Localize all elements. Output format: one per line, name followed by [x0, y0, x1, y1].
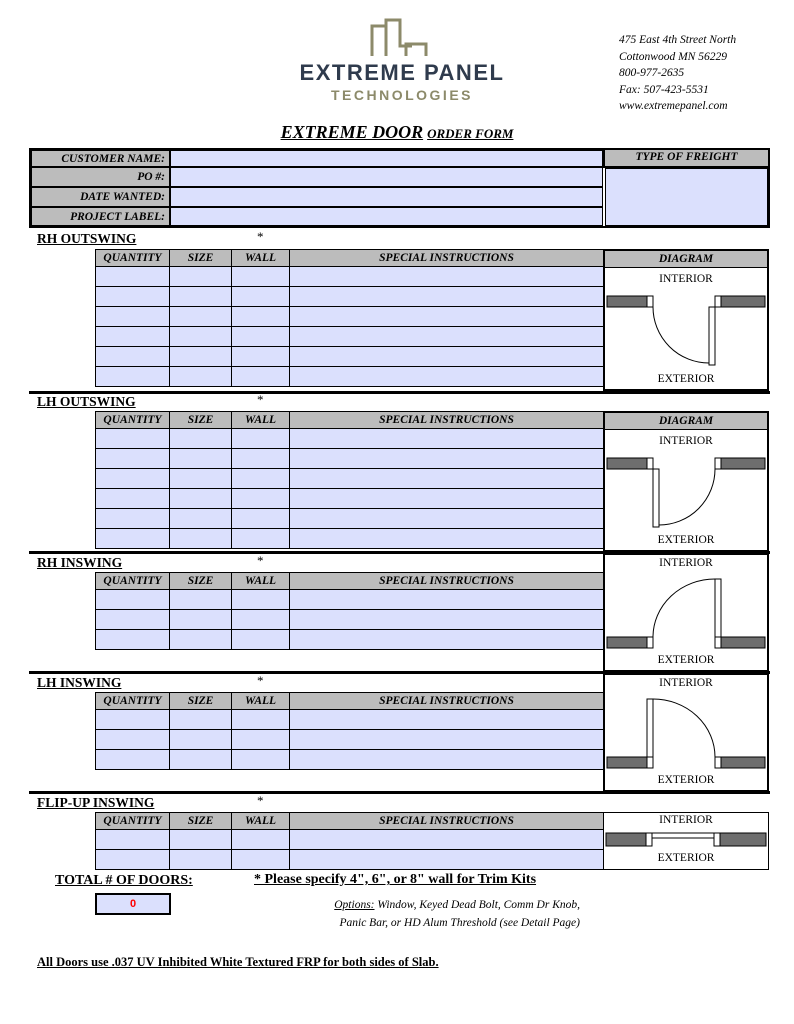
- table-row: [96, 630, 604, 650]
- interior-label: INTERIOR: [659, 814, 713, 826]
- po-number-label: PO #:: [31, 167, 170, 187]
- size-cell[interactable]: [170, 307, 232, 327]
- company-logo-icon: [370, 18, 428, 58]
- table-row: [96, 347, 604, 367]
- quantity-cell[interactable]: [96, 850, 170, 870]
- rh-outswing-table: [95, 249, 604, 387]
- size-cell[interactable]: [170, 710, 232, 730]
- size-cell[interactable]: [170, 509, 232, 529]
- column-header-quantity: QUANTITY: [96, 412, 170, 429]
- instructions-cell[interactable]: [290, 610, 604, 630]
- table-row: [96, 750, 604, 770]
- wall-cell[interactable]: [232, 710, 290, 730]
- wall-cell[interactable]: [232, 287, 290, 307]
- form-title-main: EXTREME DOOR: [280, 122, 424, 142]
- wall-cell[interactable]: [232, 449, 290, 469]
- address-fax: Fax: 507-423-5531: [619, 83, 709, 96]
- section-title-rh-outswing: RH OUTSWING: [37, 231, 137, 246]
- interior-label: INTERIOR: [659, 677, 713, 689]
- rh-outswing-diagram: [603, 249, 769, 391]
- table-row: [96, 307, 604, 327]
- door-swing-icon: [605, 291, 767, 371]
- company-address: [619, 32, 736, 115]
- door-swing-icon: [605, 453, 767, 533]
- customer-name-label: CUSTOMER NAME:: [31, 150, 170, 167]
- rh-inswing-table: [95, 572, 604, 650]
- table-row: [96, 509, 604, 529]
- instructions-cell[interactable]: [290, 630, 604, 650]
- size-cell[interactable]: [170, 850, 232, 870]
- column-header-size: SIZE: [170, 250, 232, 267]
- size-cell[interactable]: [170, 449, 232, 469]
- wall-asterisk: *: [257, 392, 264, 407]
- table-row: [96, 469, 604, 489]
- instructions-cell[interactable]: [290, 850, 604, 870]
- frp-footnote: All Doors use .037 UV Inhibited White Textured FRP for both sides of Slab.: [37, 955, 439, 969]
- quantity-cell[interactable]: [96, 267, 170, 287]
- table-row: [96, 850, 604, 870]
- address-street: 475 East 4th Street North: [619, 34, 737, 46]
- table-row: [96, 710, 604, 730]
- quantity-cell[interactable]: [96, 287, 170, 307]
- quantity-cell[interactable]: [96, 610, 170, 630]
- table-row: [96, 327, 604, 347]
- brand-name: EXTREME PANEL: [299, 60, 505, 85]
- instructions-cell[interactable]: [290, 429, 604, 449]
- instructions-cell[interactable]: [290, 830, 604, 850]
- quantity-cell[interactable]: [96, 489, 170, 509]
- section-title-lh-outswing: LH OUTSWING: [37, 394, 136, 409]
- exterior-label: EXTERIOR: [657, 774, 715, 786]
- date-wanted-label: DATE WANTED:: [31, 187, 170, 207]
- section-title-rh-inswing: RH INSWING: [37, 555, 123, 570]
- form-title: [0, 122, 794, 143]
- exterior-label: EXTERIOR: [657, 373, 715, 385]
- options-label: Options:: [334, 899, 375, 911]
- lh-outswing-diagram: [603, 411, 769, 552]
- quantity-cell[interactable]: [96, 750, 170, 770]
- wall-cell[interactable]: [232, 830, 290, 850]
- total-doors-label: TOTAL # OF DOORS:: [55, 873, 193, 888]
- exterior-label: EXTERIOR: [657, 534, 715, 546]
- date-wanted-input[interactable]: [170, 187, 603, 207]
- column-header-size: SIZE: [170, 813, 232, 830]
- project-label-input[interactable]: [170, 207, 603, 226]
- table-row: [96, 449, 604, 469]
- wall-cell[interactable]: [232, 469, 290, 489]
- size-cell[interactable]: [170, 327, 232, 347]
- size-cell[interactable]: [170, 830, 232, 850]
- column-header-size: SIZE: [170, 693, 232, 710]
- project-label-label: PROJECT LABEL:: [31, 207, 170, 226]
- column-header-quantity: QUANTITY: [96, 693, 170, 710]
- column-header-wall: WALL: [232, 813, 290, 830]
- quantity-cell[interactable]: [96, 590, 170, 610]
- section-divider: [29, 391, 770, 394]
- instructions-cell[interactable]: [290, 307, 604, 327]
- options-note: [280, 896, 580, 932]
- quantity-cell[interactable]: [96, 529, 170, 549]
- size-cell[interactable]: [170, 529, 232, 549]
- column-header-wall: WALL: [232, 412, 290, 429]
- size-cell[interactable]: [170, 469, 232, 489]
- column-header-wall: WALL: [232, 693, 290, 710]
- lh-inswing-table: [95, 692, 604, 770]
- quantity-cell[interactable]: [96, 830, 170, 850]
- instructions-cell[interactable]: [290, 469, 604, 489]
- size-cell[interactable]: [170, 429, 232, 449]
- column-header-special-instructions: SPECIAL INSTRUCTIONS: [290, 412, 604, 429]
- options-line1: Window, Keyed Dead Bolt, Comm Dr Knob,: [374, 899, 580, 911]
- table-row: [96, 267, 604, 287]
- door-swing-icon: [605, 573, 767, 653]
- door-swing-icon: [605, 693, 767, 773]
- wall-cell[interactable]: [232, 730, 290, 750]
- exterior-label: EXTERIOR: [657, 852, 715, 864]
- table-row: [96, 590, 604, 610]
- size-cell[interactable]: [170, 750, 232, 770]
- lh-inswing-diagram: [603, 673, 769, 792]
- quantity-cell[interactable]: [96, 469, 170, 489]
- instructions-cell[interactable]: [290, 287, 604, 307]
- flip-up-inswing-table: [95, 812, 604, 870]
- wall-asterisk: *: [257, 673, 264, 688]
- options-line2: Panic Bar, or HD Alum Threshold (see Detail Page): [339, 917, 580, 929]
- section-title-lh-inswing: LH INSWING: [37, 675, 122, 690]
- wall-cell[interactable]: [232, 429, 290, 449]
- instructions-cell[interactable]: [290, 489, 604, 509]
- table-row: [96, 529, 604, 549]
- wall-cell[interactable]: [232, 347, 290, 367]
- section-title-flip-up-inswing: FLIP-UP INSWING: [37, 795, 155, 810]
- quantity-cell[interactable]: [96, 630, 170, 650]
- freight-type-input[interactable]: [605, 168, 768, 226]
- table-row: [96, 489, 604, 509]
- column-header-quantity: QUANTITY: [96, 250, 170, 267]
- wall-cell[interactable]: [232, 630, 290, 650]
- address-phone: 800-977-2635: [619, 67, 685, 79]
- instructions-cell[interactable]: [290, 710, 604, 730]
- instructions-cell[interactable]: [290, 590, 604, 610]
- interior-label: INTERIOR: [659, 435, 713, 447]
- column-header-size: SIZE: [170, 573, 232, 590]
- quantity-cell[interactable]: [96, 347, 170, 367]
- table-row: [96, 730, 604, 750]
- wall-cell[interactable]: [232, 590, 290, 610]
- column-header-quantity: QUANTITY: [96, 573, 170, 590]
- column-header-special-instructions: SPECIAL INSTRUCTIONS: [290, 573, 604, 590]
- instructions-cell[interactable]: [290, 449, 604, 469]
- quantity-cell[interactable]: [96, 367, 170, 387]
- rh-inswing-diagram: [603, 553, 769, 672]
- wall-cell[interactable]: [232, 489, 290, 509]
- column-header-special-instructions: SPECIAL INSTRUCTIONS: [290, 693, 604, 710]
- wall-cell[interactable]: [232, 509, 290, 529]
- wall-asterisk: *: [257, 229, 264, 244]
- quantity-cell[interactable]: [96, 327, 170, 347]
- total-doors-value: 0: [95, 893, 171, 915]
- instructions-cell[interactable]: [290, 730, 604, 750]
- brand-subtitle: TECHNOLOGIES: [330, 87, 473, 103]
- form-title-sub: ORDER FORM: [427, 126, 514, 141]
- column-header-special-instructions: SPECIAL INSTRUCTIONS: [290, 813, 604, 830]
- size-cell[interactable]: [170, 367, 232, 387]
- quantity-cell[interactable]: [96, 307, 170, 327]
- size-cell[interactable]: [170, 730, 232, 750]
- size-cell[interactable]: [170, 347, 232, 367]
- diagram-header: DIAGRAM: [605, 251, 767, 268]
- instructions-cell[interactable]: [290, 367, 604, 387]
- table-row: [96, 830, 604, 850]
- flip-up-door-icon: [604, 830, 768, 850]
- wall-cell[interactable]: [232, 267, 290, 287]
- column-header-quantity: QUANTITY: [96, 813, 170, 830]
- size-cell[interactable]: [170, 267, 232, 287]
- column-header-size: SIZE: [170, 412, 232, 429]
- lh-outswing-table: [95, 411, 604, 549]
- instructions-cell[interactable]: [290, 509, 604, 529]
- size-cell[interactable]: [170, 610, 232, 630]
- flip-up-inswing-diagram: [603, 812, 769, 870]
- interior-label: INTERIOR: [659, 273, 713, 285]
- size-cell[interactable]: [170, 489, 232, 509]
- address-website[interactable]: www.extremepanel.com: [619, 100, 728, 112]
- instructions-cell[interactable]: [290, 267, 604, 287]
- wall-cell[interactable]: [232, 750, 290, 770]
- wall-asterisk: *: [257, 793, 264, 808]
- size-cell[interactable]: [170, 287, 232, 307]
- instructions-cell[interactable]: [290, 529, 604, 549]
- quantity-cell[interactable]: [96, 710, 170, 730]
- table-row: [96, 367, 604, 387]
- instructions-cell[interactable]: [290, 327, 604, 347]
- address-city: Cottonwood MN 56229: [619, 50, 727, 63]
- wall-cell[interactable]: [232, 367, 290, 387]
- column-header-wall: WALL: [232, 250, 290, 267]
- column-header-wall: WALL: [232, 573, 290, 590]
- wall-specify-note: * Please specify 4", 6", or 8" wall for Trim Kits: [254, 872, 537, 887]
- wall-cell[interactable]: [232, 610, 290, 630]
- table-row: [96, 429, 604, 449]
- wall-cell[interactable]: [232, 327, 290, 347]
- wall-cell[interactable]: [232, 850, 290, 870]
- quantity-cell[interactable]: [96, 509, 170, 529]
- quantity-cell[interactable]: [96, 449, 170, 469]
- exterior-label: EXTERIOR: [657, 654, 715, 666]
- quantity-cell[interactable]: [96, 730, 170, 750]
- size-cell[interactable]: [170, 590, 232, 610]
- size-cell[interactable]: [170, 630, 232, 650]
- quantity-cell[interactable]: [96, 429, 170, 449]
- wall-cell[interactable]: [232, 307, 290, 327]
- instructions-cell[interactable]: [290, 347, 604, 367]
- table-row: [96, 287, 604, 307]
- wall-asterisk: *: [257, 553, 264, 568]
- freight-type-label: TYPE OF FREIGHT: [603, 148, 770, 168]
- instructions-cell[interactable]: [290, 750, 604, 770]
- section-divider: [29, 791, 770, 794]
- diagram-header: DIAGRAM: [605, 413, 767, 430]
- po-number-input[interactable]: [170, 167, 603, 187]
- table-row: [96, 610, 604, 630]
- column-header-special-instructions: SPECIAL INSTRUCTIONS: [290, 250, 604, 267]
- customer-name-input[interactable]: [170, 150, 603, 167]
- wall-cell[interactable]: [232, 529, 290, 549]
- interior-label: INTERIOR: [659, 557, 713, 569]
